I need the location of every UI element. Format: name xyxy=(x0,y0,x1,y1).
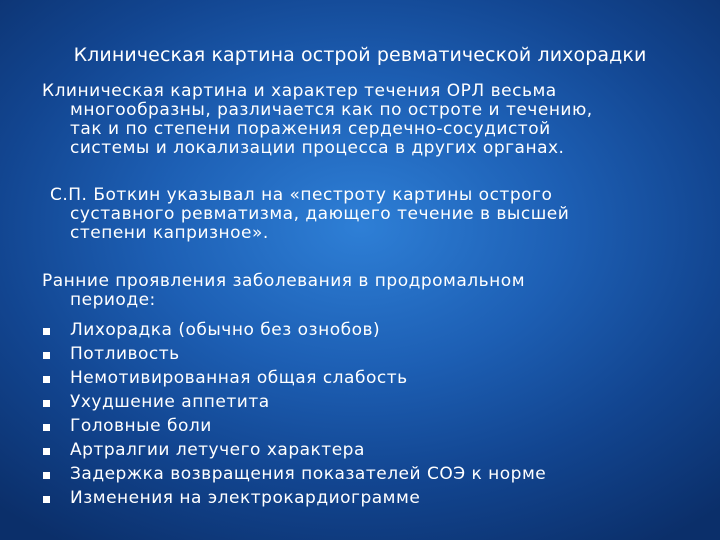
slide-title: Клиническая картина острой ревматической лихорадки xyxy=(73,44,647,66)
paragraph-early-manifestations xyxy=(42,272,682,310)
paragraph-line: многообразны, различается как по остроте и течению, xyxy=(70,100,593,120)
list-item-text: Головные боли xyxy=(70,416,212,436)
square-bullet-icon xyxy=(43,376,50,383)
paragraph-line: периоде: xyxy=(70,290,156,310)
paragraph-line: системы и локализации процесса в других органах. xyxy=(70,138,565,158)
square-bullet-icon xyxy=(43,328,50,335)
list-item-text: Задержка возвращения показателей СОЭ к норме xyxy=(70,464,547,484)
paragraph-line: так и по степени поражения сердечно-сосудистой xyxy=(70,119,551,139)
paragraph-line: С.П. Боткин указывал на «пестроту картины острого xyxy=(50,185,553,205)
list-item-text: Артралгии летучего характера xyxy=(70,440,365,460)
list-item-text: Ухудшение аппетита xyxy=(70,392,270,412)
paragraph-line: Клиническая картина и характер течения ОРЛ весьма xyxy=(42,81,557,101)
square-bullet-icon xyxy=(43,496,50,503)
paragraph-botkin-quote xyxy=(50,186,690,243)
paragraph-line: степени капризное». xyxy=(70,223,269,243)
square-bullet-icon xyxy=(43,424,50,431)
list-item-text: Немотивированная общая слабость xyxy=(70,368,408,388)
square-bullet-icon xyxy=(43,448,50,455)
square-bullet-icon xyxy=(43,352,50,359)
list-item-text: Изменения на электрокардиограмме xyxy=(70,488,421,508)
square-bullet-icon xyxy=(43,400,50,407)
paragraph-line: Ранние проявления заболевания в продромальном xyxy=(42,271,526,291)
paragraph-clinical-picture xyxy=(42,82,682,158)
paragraph-line: суставного ревматизма, дающего течение в высшей xyxy=(70,204,570,224)
list-item-text: Потливость xyxy=(70,344,180,364)
list-item-text: Лихорадка (обычно без ознобов) xyxy=(70,320,381,340)
square-bullet-icon xyxy=(43,472,50,479)
